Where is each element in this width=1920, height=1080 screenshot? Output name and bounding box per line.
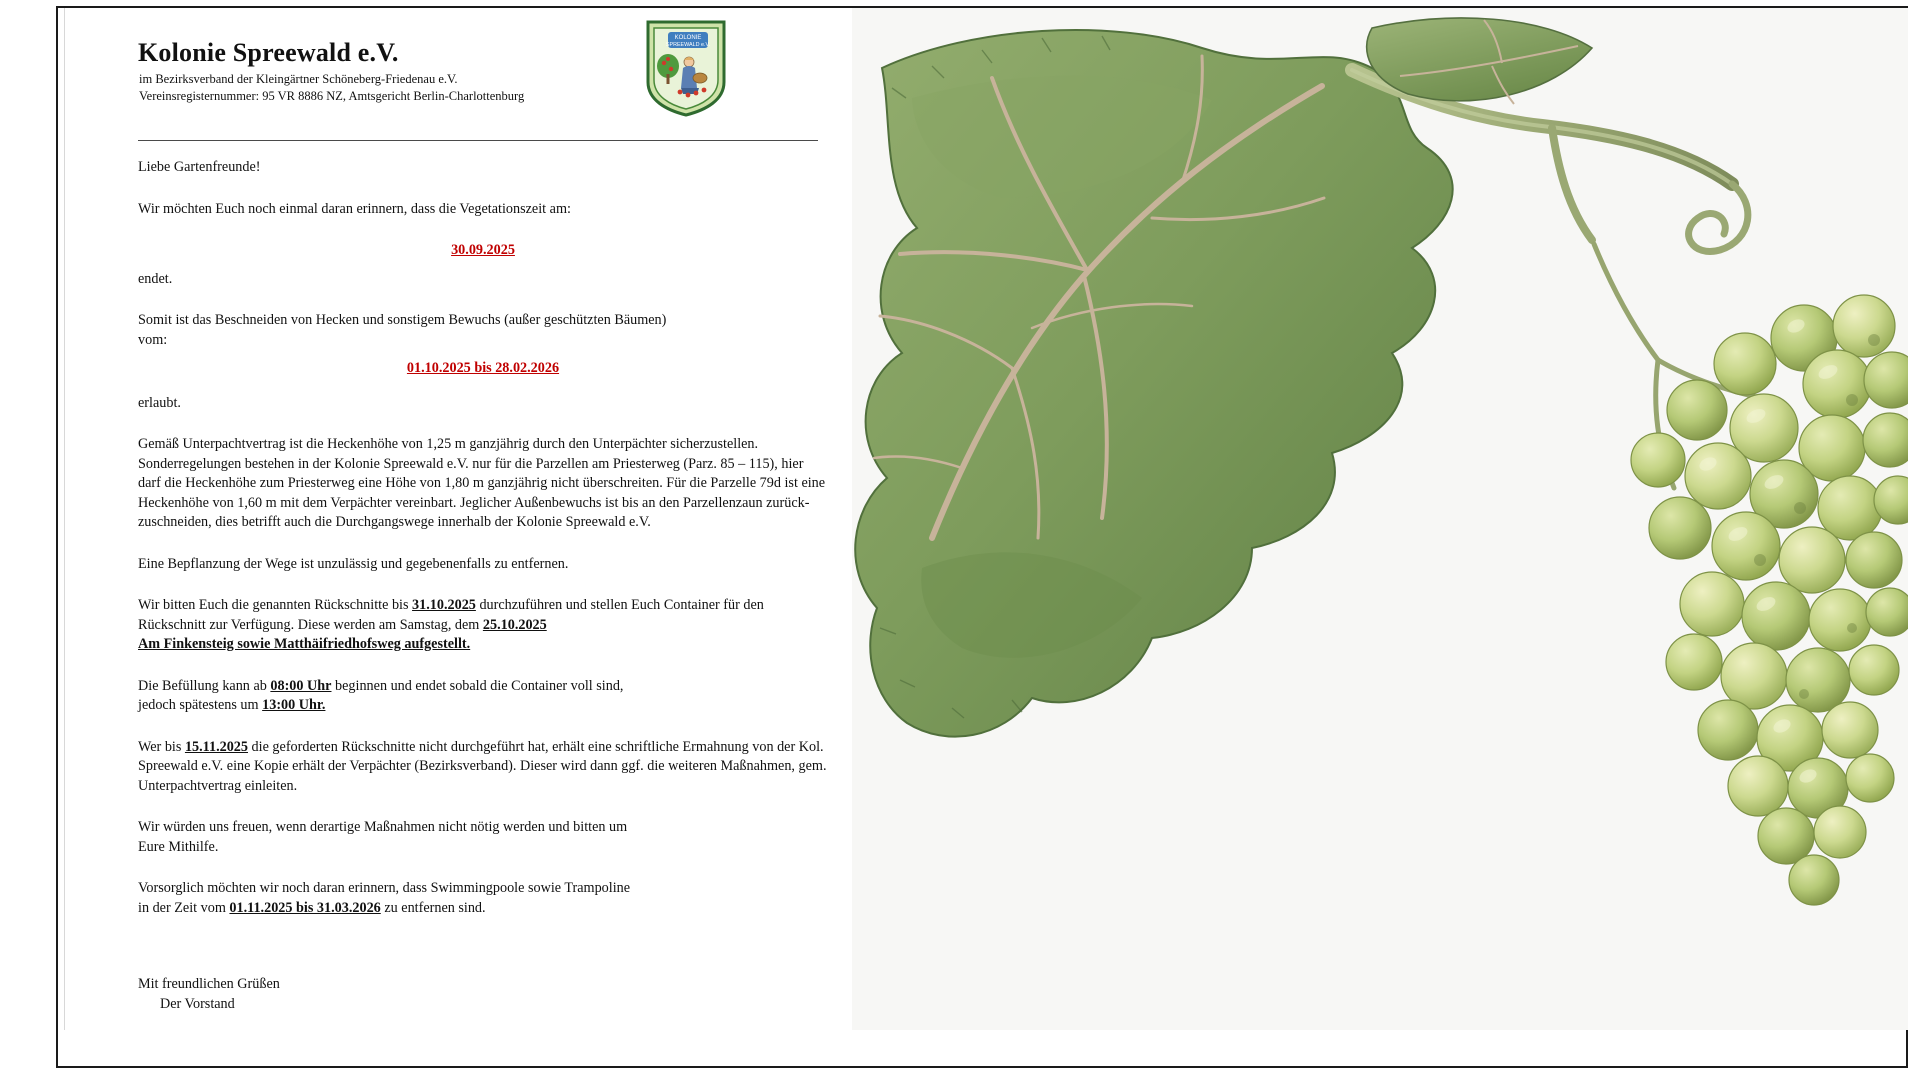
paragraph-warning (138, 738, 828, 797)
vegetation-end-date-value: 30.09.2025 (451, 242, 515, 258)
salutation: Liebe Gartenfreunde! (138, 159, 261, 175)
letterhead (132, 10, 850, 128)
paragraph-pools-line2 (138, 899, 828, 919)
filling-text-a: Die Befüllung kann ab (138, 677, 271, 694)
paragraph-cutting-line2: vom: (138, 331, 168, 348)
svg-text:KOLONIE: KOLONIE (674, 35, 702, 41)
org-subtitle-registry: Vereinsregisternummer: 95 VR 8886 NZ, Amtsgericht Berlin-Charlottenburg (139, 89, 525, 103)
warning-text-a: Wer bis (138, 738, 185, 755)
club-logo-icon (644, 18, 728, 118)
grape-illustration (852, 8, 1908, 1030)
pools-text-b: zu entfernen sind. (380, 899, 486, 916)
paragraph-paths: Eine Bepflanzung der Wege ist unzulässig und gegebenenfalls zu entfernen. (138, 555, 569, 572)
containers-text-a: Wir bitten Euch die genannten Rückschnitte bis (138, 597, 413, 613)
containers-text-b: durchzuführen und stellen Euch Container für den Rückschnitt zur Verfügung. Diese werden am Samstag, dem (138, 597, 764, 633)
page-edge-line (64, 8, 65, 1030)
paragraph-cooperation-line1: Wir würden uns freuen, wenn derartige Maßnahmen nicht nötig werden und bitten um (138, 819, 628, 835)
paragraph-intro: Wir möchten Euch noch einmal daran erinnern, dass die Vegetationszeit am: (138, 200, 571, 217)
paragraph-endet: endet. (138, 270, 173, 287)
letter-body (132, 10, 850, 1040)
filling-text-c: jedoch spätestens um (138, 697, 263, 713)
closing-greeting: Mit freundlichen Grüßen (138, 976, 280, 992)
pools-date-range: 01.11.2025 bis 31.03.2026 (229, 899, 381, 916)
cutting-period (138, 359, 828, 379)
letter-text (138, 158, 828, 1014)
container-locations: Am Finkensteig sowie Matthäifriedhofsweg aufgestellt. (138, 636, 471, 652)
filling-start-time: 08:00 Uhr (270, 677, 332, 694)
filling-text-b: beginnen und endet sobald die Container voll sind, (331, 677, 624, 694)
header-divider (138, 140, 818, 141)
paragraph-cutting-line1: Somit ist das Beschneiden von Hecken und sonstigem Bewuchs (außer geschützten Bäumen) (138, 312, 667, 328)
paragraph-cooperation-line2: Eure Mithilfe. (138, 838, 219, 855)
container-date: 25.10.2025 (482, 616, 547, 633)
filling-end-time: 13:00 Uhr. (262, 697, 326, 713)
cutting-period-value: 01.10.2025 bis 28.02.2026 (406, 360, 560, 376)
deadline-date: 31.10.2025 (412, 597, 476, 613)
paragraph-containers (138, 596, 828, 655)
closing-signature: Der Vorstand (160, 995, 235, 1012)
warning-date: 15.11.2025 (184, 738, 248, 755)
org-subtitle-association: im Bezirksverband der Kleingärtner Schöneberg-Friedenau e.V. (139, 72, 458, 86)
paragraph-filling-times (138, 677, 828, 716)
paragraph-hedge-rules: Gemäß Unterpachtvertrag ist die Heckenhöhe von 1,25 m ganzjährig durch den Unterpächter sicherzustellen. Sonderregelungen bestehen in der Kolonie Spreewald e.V. nur für die Parzellen am Priesterweg (Parz. 85 – 115), hier darf die Heckenhöhe zum Priesterweg eine Höhe von 1,80 m ganzjährig nicht überschreiten. Für die Parzelle 79d ist eine Heckenhöhe von 1,60 m mit dem Verpächter vereinbart. Jeglicher Außenbewuchs ist bis an den Parzellenzaun zurück-zuschneiden, dies betrifft auch die Durchgangswege innerhalb der Kolonie Spreewald e.V. (138, 436, 826, 530)
paragraph-erlaubt: erlaubt. (138, 394, 181, 411)
org-name: Kolonie Spreewald e.V. (138, 38, 399, 67)
warning-text-b: die geforderten Rückschnitte nicht durchgeführt hat, erhält eine schriftliche Ermahnung von der Kol. Spreewald e.V. eine Kopie erhält der Verpächter (Bezirksverband). Dieser wird dann ggf. die weiteren Maßnahmen, gem. Unterpachtvertrag einleiten. (138, 738, 827, 794)
pools-text-a: in der Zeit vom (138, 899, 230, 916)
vegetation-end-date (138, 241, 828, 261)
paragraph-pools-line1: Vorsorglich möchten wir noch daran erinnern, dass Swimmingpoole sowie Trampoline (138, 880, 631, 896)
svg-text:SPREEWALD e.V.: SPREEWALD e.V. (665, 42, 711, 48)
